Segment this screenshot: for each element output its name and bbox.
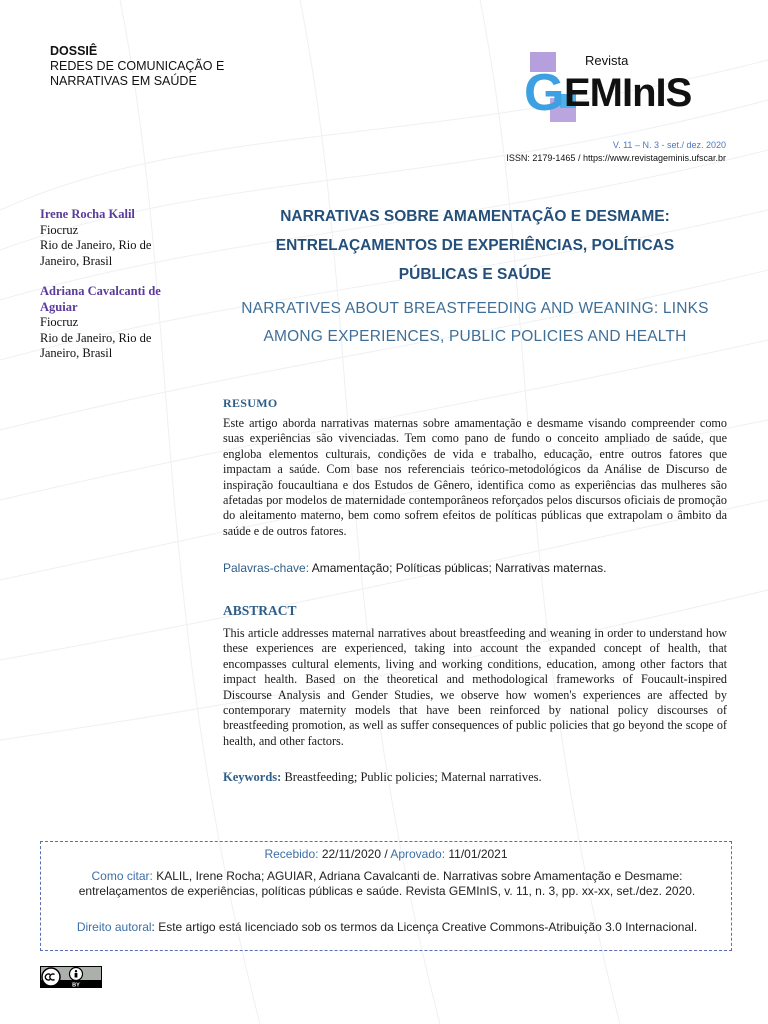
submission-dates — [41, 847, 731, 862]
resumo-keywords-values: Amamentação; Políticas públicas; Narrativas maternas. — [309, 561, 607, 575]
resumo-heading: RESUMO — [223, 396, 278, 410]
author-2-name-line2: Aguiar — [40, 299, 78, 314]
license-badge-text: BY — [72, 982, 80, 988]
resumo-keywords-label: Palavras-chave: — [223, 561, 310, 575]
abstract-keywords — [223, 770, 542, 785]
author-1 — [40, 207, 190, 269]
dossier-label: DOSSIÊ — [50, 44, 98, 58]
citation-box — [40, 841, 732, 951]
creative-commons-by-icon — [40, 966, 102, 988]
approved-label: Aprovado: — [390, 847, 446, 861]
received-label: Recebido: — [264, 847, 319, 861]
logo-small-text: Revista — [585, 53, 629, 68]
cite-text: KALIL, Irene Rocha; AGUIAR, Adriana Cavalcanti de. Narrativas sobre Amamentação e Desmame: entrelaçamentos de experiências, políticas públicas e saúde. Revista GEMInIS, v. 11, n. 3, pp. xx-xx, set./dez. 2020. — [78, 869, 696, 898]
author-1-location-line2: Janeiro, Brasil — [40, 253, 113, 268]
resumo-keywords — [223, 561, 607, 575]
author-2-institution: Fiocruz — [40, 315, 79, 329]
copyright-text: : Este artigo está licenciado sob os termos da Licença Creative Commons-Atribuição 3.0 Internacional. — [151, 920, 698, 934]
title-en-line1: NARRATIVES ABOUT BREASTFEEDING AND WEANING: LINKS — [241, 300, 709, 317]
how-to-cite — [51, 869, 723, 899]
author-2-location-line1: Rio de Janeiro, Rio de — [40, 330, 152, 345]
logo-brand-rest: EMInIS — [564, 71, 692, 115]
received-date: 22/11/2020 / — [318, 847, 391, 861]
dossier-header — [50, 44, 224, 89]
approved-date: 11/01/2021 — [445, 847, 508, 861]
journal-volume: V. 11 – N. 3 - set./ dez. 2020 — [612, 140, 726, 150]
dossier-title-line2: NARRATIVAS EM SAÚDE — [50, 74, 197, 88]
author-1-name: Irene Rocha Kalil — [40, 207, 135, 221]
abstract-text: This article addresses maternal narratives about breastfeeding and weaning in order to understand how these experiences are experienced, taking into account the expanded concept of health, that encompasses cultural elements, living and working conditions, education, among other factors that impact health. Based on the theoretical and methodological frameworks of Foucault-inspired Discourse Analysis and Gender Studies, we observe how women's experiences are affected by contemporary maternity models that have been reinforced by national policy discourses of breastfeeding promotion, as well as suffer consequences of public policies that go beyond the scope of health, and other factors. — [223, 626, 727, 748]
author-1-institution: Fiocruz — [40, 222, 79, 237]
resumo-text: Este artigo aborda narrativas maternas sobre amamentação e desmame visando compreender como suas experiências são vivenciadas. Tem como pano de fundo o conceito ampliado de saúde, que engloba elementos culturais, condições de vida e trabalho, educação, entre outros fatores que impactam a saúde. Com base nos referenciais teórico-metodológicos da Análise de Discurso de inspiração foucaultiana e dos Estudos de Gênero, identifica como as experiências das mulheres são afetadas por modelos de maternidade contemporâneos reforçados pelos discursos oficiais de promoção do aleitamento materno, bem como sofrem efeitos de políticas públicas que extrapolam o âmbito da saúde e de outros fatores. — [223, 416, 727, 538]
abstract-keywords-label: Keywords: — [223, 770, 282, 784]
copyright-notice — [51, 920, 723, 935]
geminis-logo — [524, 50, 729, 126]
title-pt-line2: ENTRELAÇAMENTOS DE EXPERIÊNCIAS, POLÍTICAS — [275, 237, 675, 254]
copyright-label: Direito autoral — [76, 920, 152, 934]
title-pt-line1: NARRATIVAS SOBRE AMAMENTAÇÃO E DESMAME: — [280, 208, 670, 225]
author-2-location-line2: Janeiro, Brasil — [40, 346, 113, 360]
dossier-title-line1: REDES DE COMUNICAÇÃO E — [50, 59, 225, 73]
author-2-name-line1: Adriana Cavalcanti de — [40, 284, 161, 298]
cite-label: Como citar: — [91, 869, 153, 883]
logo-brand-first: G — [524, 64, 565, 122]
journal-issn: ISSN: 2179-1465 / https://www.revistageminis.ufscar.br — [506, 153, 726, 163]
author-2 — [40, 284, 190, 362]
title-en-line2: AMONG EXPERIENCES, PUBLIC POLICIES AND HEALTH — [263, 328, 687, 345]
abstract-keywords-values: Breastfeeding; Public policies; Maternal narratives. — [281, 770, 542, 784]
title-pt-line3: PÚBLICAS E SAÚDE — [398, 266, 552, 283]
author-1-location-line1: Rio de Janeiro, Rio de — [40, 238, 152, 252]
title-english — [218, 295, 732, 351]
title-portuguese — [225, 202, 725, 289]
abstract-heading: ABSTRACT — [223, 603, 297, 618]
